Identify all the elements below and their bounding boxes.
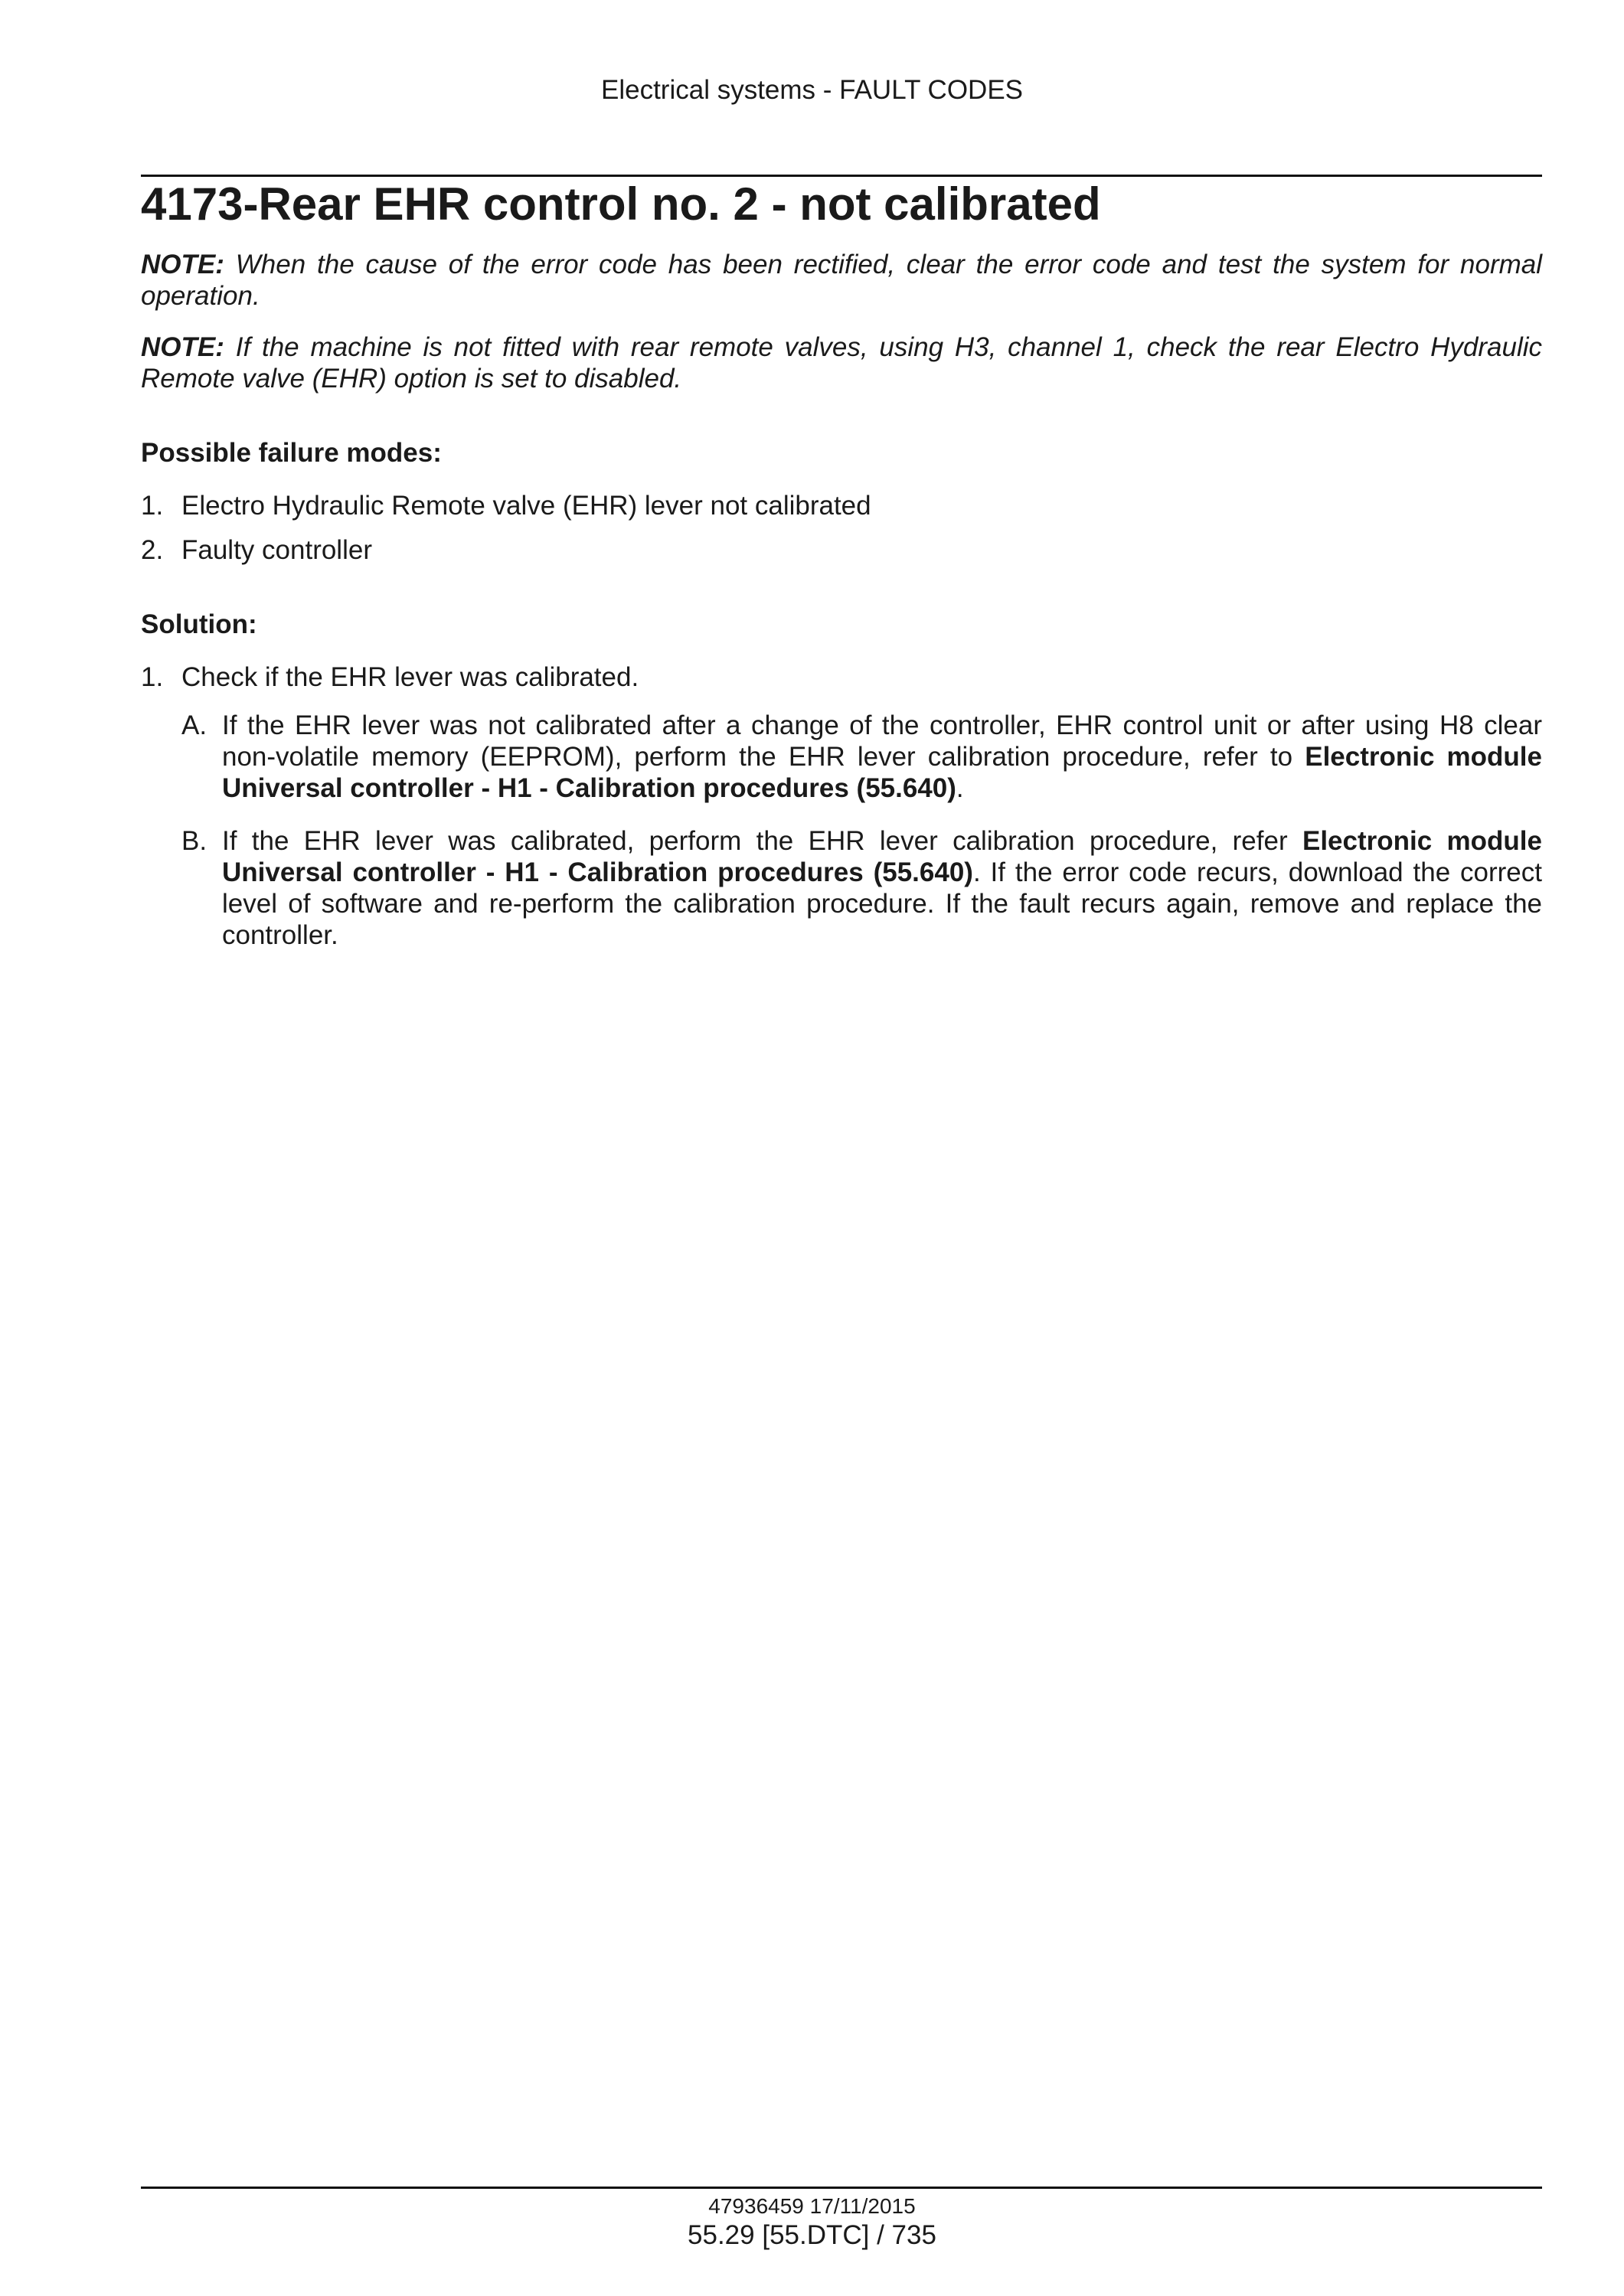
solution-step-text: Check if the EHR lever was calibrated. [181,662,639,692]
note-label: NOTE: [141,250,224,279]
note-label: NOTE: [141,332,224,362]
list-item-text: Electro Hydraulic Remote valve (EHR) lever not calibrated [181,491,871,521]
list-number: 2. [141,535,164,565]
list-number: 1. [141,491,164,521]
list-item-text: Faulty controller [181,535,372,565]
page-number: 55.29 [55.DTC] / 735 [688,2220,936,2250]
note-text: If the machine is not fitted with rear remote valves, using H3, channel 1, check the rear Electro Hydraulic Remote valve (EHR) option is set to disabled. [141,332,1542,394]
substep-b [181,825,1542,951]
failure-modes-heading: Possible failure modes: [141,438,442,468]
cross-reference-link[interactable]: Electronic module Universal controller - H1 - Calibration procedures (55.640) [222,742,1542,803]
list-item [141,490,1542,521]
substep-text: If the EHR lever was not calibrated after a change of the controller, EHR control unit or after using H8 clear non-volatile memory (EEPROM), perform the EHR lever calibration procedure, refer to [222,710,1542,772]
cross-reference-link[interactable]: Electronic module Universal controller - H1 - Calibration procedures (55.640) [222,826,1542,887]
page-title: 4173-Rear EHR control no. 2 - not calibrated [141,178,1101,230]
solution-step [141,661,1542,951]
footer-divider [141,2187,1542,2189]
main-content [141,249,1542,972]
solution-heading: Solution: [141,609,257,639]
document-id: 47936459 17/11/2015 [708,2194,916,2218]
note-1 [141,249,1542,312]
substep-letter: A. [181,710,207,740]
substep-a [181,710,1542,804]
substep-text-end: . If the error code recurs, download the correct level of software and re-perform the calibration procedure. If the fault recurs again, remove and replace the controller. [222,857,1542,950]
solution-list [141,661,1542,951]
substep-text: If the EHR lever was calibrated, perform the EHR lever calibration procedure, refer [222,826,1302,856]
substep-text-end: . [956,773,964,803]
list-number: 1. [141,662,164,692]
note-2 [141,331,1542,394]
solution-substeps [181,710,1542,951]
failure-modes-list [141,490,1542,566]
note-text: When the cause of the error code has been rectified, clear the error code and test the system for normal operation. [141,250,1542,311]
list-item [141,534,1542,566]
substep-letter: B. [181,826,207,856]
running-header: Electrical systems - FAULT CODES [600,75,1024,105]
header-divider [141,175,1542,177]
